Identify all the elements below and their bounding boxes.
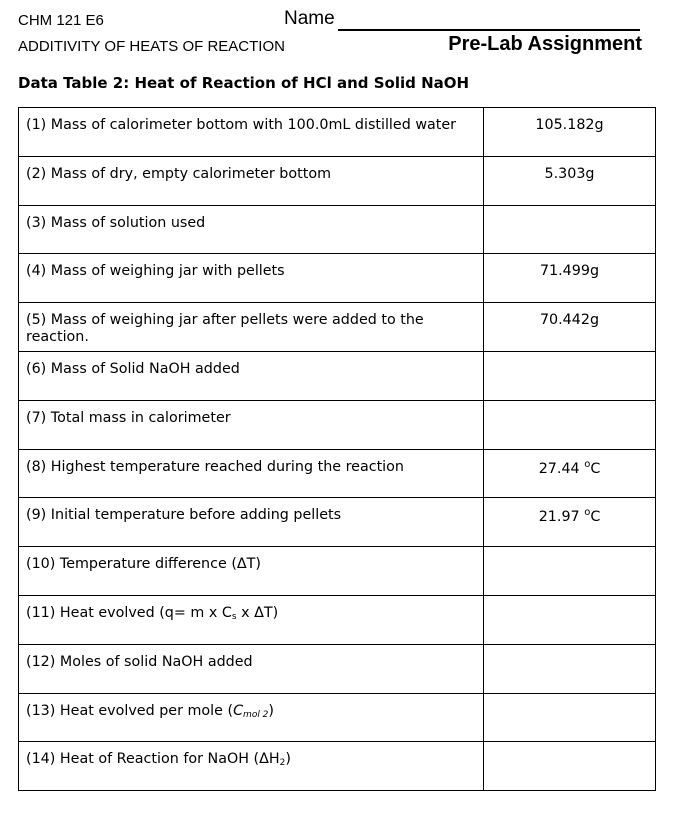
row-value[interactable]: 105.182g — [484, 108, 656, 157]
label-text: ) — [268, 702, 274, 719]
table-row — [19, 205, 656, 254]
row-value[interactable] — [484, 595, 656, 644]
temperature-value: 27.44 — [538, 460, 580, 477]
table-row — [19, 449, 656, 498]
label-text: (11) Heat evolved (q= m x C — [26, 604, 232, 621]
row-value[interactable] — [484, 498, 656, 547]
row-value[interactable]: 5.303g — [484, 156, 656, 205]
row-label: (7) Total mass in calorimeter — [19, 400, 484, 449]
label-text: (14) Heat of Reaction for NaOH (ΔH — [26, 751, 280, 768]
table-row — [19, 644, 656, 693]
label-subscript: 2 — [279, 758, 286, 769]
name-blank-line[interactable] — [338, 29, 640, 31]
temperature-unit: C — [590, 460, 601, 477]
row-value[interactable] — [484, 644, 656, 693]
table-row — [19, 254, 656, 303]
table-row — [19, 742, 656, 791]
assignment-title: Pre-Lab Assignment — [448, 33, 642, 55]
row-value[interactable] — [484, 351, 656, 400]
row-value[interactable] — [484, 449, 656, 498]
degree-symbol: o — [584, 507, 591, 519]
row-value[interactable]: 70.442g — [484, 303, 656, 352]
row-value[interactable]: 71.499g — [484, 254, 656, 303]
row-label: (6) Mass of Solid NaOH added — [19, 351, 484, 400]
row-label: (4) Mass of weighing jar with pellets — [19, 254, 484, 303]
row-label — [19, 595, 484, 644]
table-row — [19, 351, 656, 400]
row-label: (3) Mass of solution used — [19, 205, 484, 254]
label-text: (13) Heat evolved per mole ( — [26, 702, 234, 719]
temperature-value: 21.97 — [538, 509, 580, 526]
row-label: (10) Temperature difference (ΔT) — [19, 547, 484, 596]
row-label: (12) Moles of solid NaOH added — [19, 644, 484, 693]
table-row — [19, 693, 656, 742]
row-label — [19, 742, 484, 791]
course-code: CHM 121 E6 — [18, 12, 104, 29]
row-value[interactable] — [484, 547, 656, 596]
row-label: (8) Highest temperature reached during the reaction — [19, 449, 484, 498]
row-value[interactable] — [484, 742, 656, 791]
table-row — [19, 595, 656, 644]
row-label: (9) Initial temperature before adding pellets — [19, 498, 484, 547]
row-label — [19, 693, 484, 742]
degree-symbol: o — [584, 458, 591, 470]
row-label: (5) Mass of weighing jar after pellets were added to the reaction. — [19, 303, 484, 352]
temperature-unit: C — [590, 509, 601, 526]
row-value[interactable] — [484, 205, 656, 254]
table-row — [19, 498, 656, 547]
lab-title: ADDITIVITY OF HEATS OF REACTION — [18, 38, 285, 55]
row-label: (1) Mass of calorimeter bottom with 100.0mL distilled water — [19, 108, 484, 157]
name-label: Name — [284, 8, 335, 29]
table-row — [19, 156, 656, 205]
data-table — [18, 107, 656, 791]
table-row — [19, 547, 656, 596]
row-label: (2) Mass of dry, empty calorimeter bottom — [19, 156, 484, 205]
row-value[interactable] — [484, 693, 656, 742]
table-row — [19, 400, 656, 449]
label-italic: C — [233, 702, 244, 719]
label-text: ) — [285, 751, 291, 768]
table-title: Data Table 2: Heat of Reaction of HCl and Solid NaOH — [18, 74, 470, 92]
row-value[interactable] — [484, 400, 656, 449]
table-row — [19, 303, 656, 352]
label-text: x ΔT) — [236, 604, 279, 621]
label-subscript: mol 2 — [243, 709, 269, 720]
table-row — [19, 108, 656, 157]
label-subscript: s — [231, 611, 237, 622]
